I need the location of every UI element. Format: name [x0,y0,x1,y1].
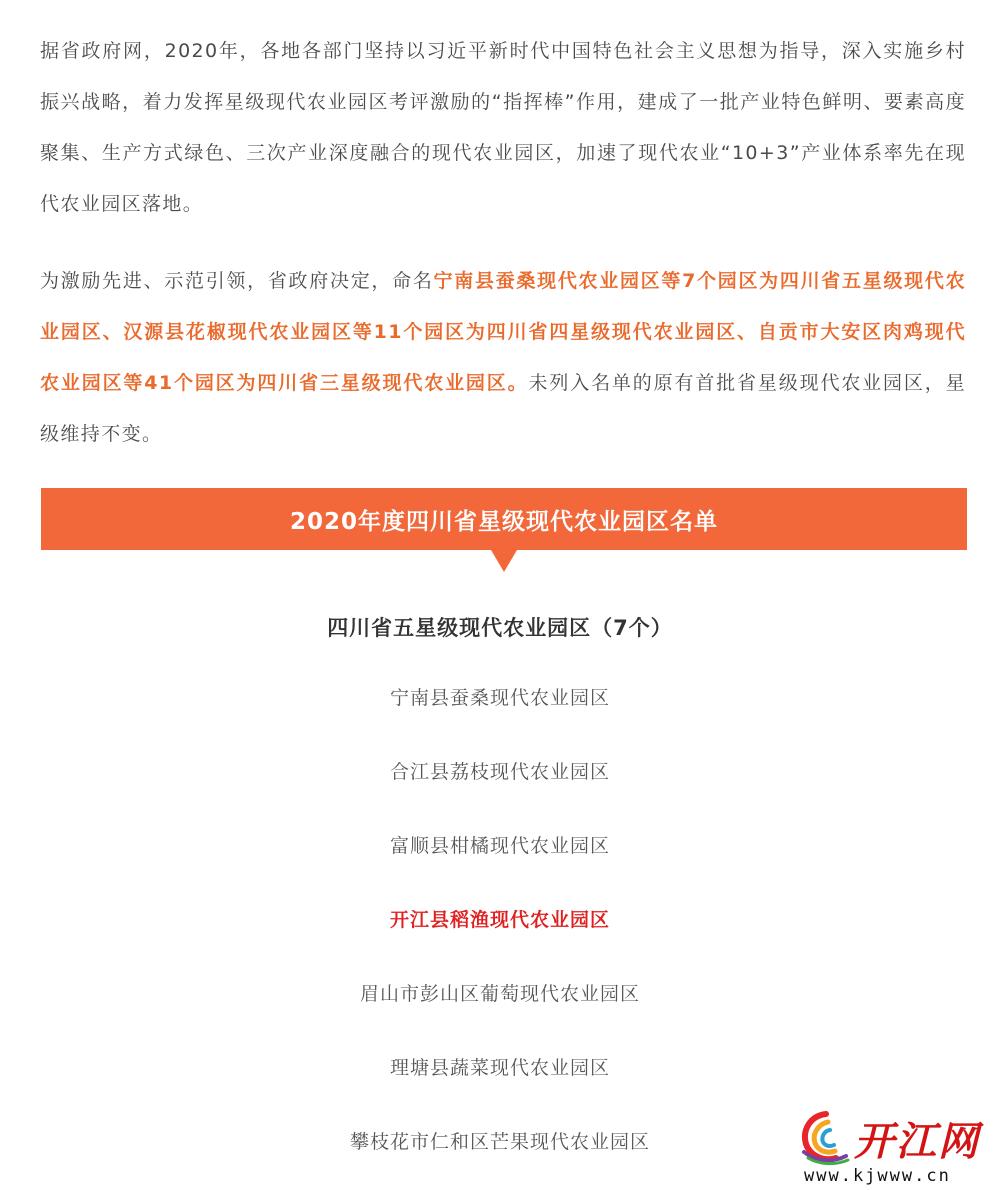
park-list-item: 眉山市彭山区葡萄现代农业园区 [359,983,640,1005]
decision-prefix: 为激励先进、示范引领，省政府决定，命名 [40,270,434,292]
park-list-item: 理塘县蔬菜现代农业园区 [389,1057,610,1079]
park-list-item: 攀枝花市仁和区芒果现代农业园区 [349,1131,650,1153]
park-list-item: 宁南县蚕桑现代农业园区 [389,687,610,709]
decision-suffix: 未列入名单的原有首批省星级现代农业园区，星级维持不变。 [40,372,966,445]
five-star-section-heading: 四川省五星级现代农业园区（7个） [327,616,673,640]
watermark-site-name: 开江网 [854,1118,980,1165]
watermark-url: www.kjwww.cn [804,1166,951,1186]
park-list-item: 合江县荔枝现代农业园区 [389,761,610,783]
park-list-item-featured: 开江县稻渔现代农业园区 [389,909,610,931]
park-list-item: 富顺县柑橘现代农业园区 [389,835,610,857]
banner-arrow-pointer [491,550,517,572]
decision-highlight: 宁南县蚕桑现代农业园区等7个园区为四川省五星级现代农业园区、汉源县花椒现代农业园区等11个园区为四川省四星级现代农业园区、自贡市大安区肉鸡现代农业园区等41个园区为四川省三星级现代农业园区。 [40,270,966,394]
site-watermark [796,1108,996,1188]
list-banner [41,488,967,550]
site-logo-icon [796,1108,856,1168]
intro-paragraph: 据省政府网，2020年，各地各部门坚持以习近平新时代中国特色社会主义思想为指导，深入实施乡村振兴战略，着力发挥星级现代农业园区考评激励的“指挥棒”作用，建成了一批产业特色鲜明、要素高度聚集、生产方式绿色、三次产业深度融合的现代农业园区，加速了现代农业“10+3”产业体系率先在现代农业园区落地。 [40,40,966,215]
decision-paragraph [40,256,966,460]
banner-title: 2020年度四川省星级现代农业园区名单 [289,508,718,535]
